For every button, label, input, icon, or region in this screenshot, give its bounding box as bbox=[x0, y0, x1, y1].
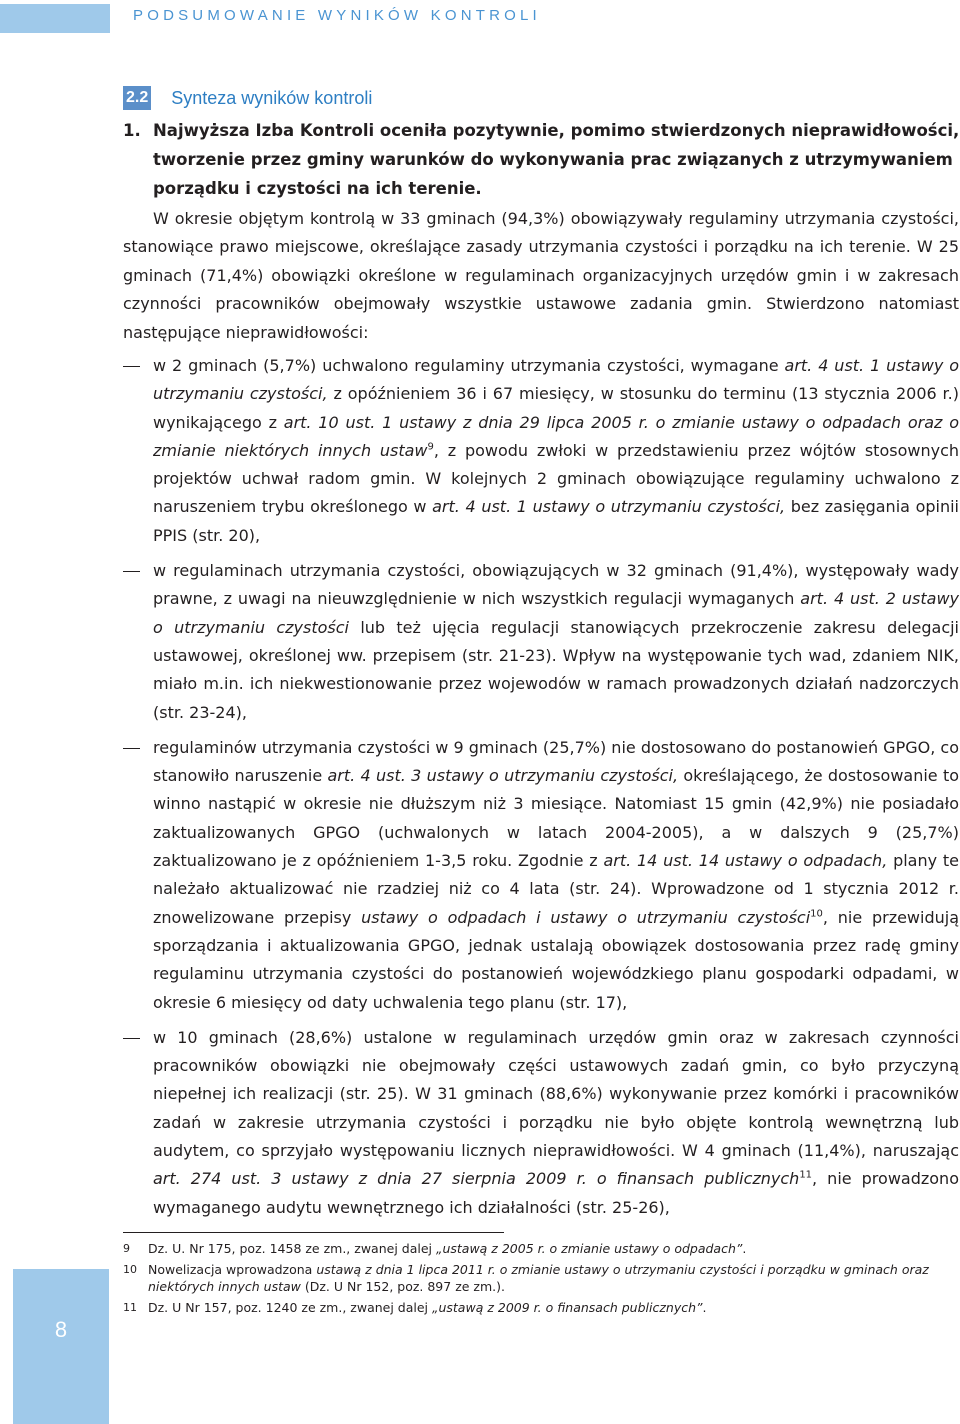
finding-text: Najwyższa Izba Kontroli oceniła pozytywnie, pomimo stwierdzonych nieprawidłowości, tworzenie przez gminy warunków do wykonywania prac związanych z utrzymywaniem porządku i czystości na ich terenie. bbox=[153, 121, 960, 198]
irregularities-list bbox=[123, 352, 959, 1229]
dash-bullet-icon bbox=[123, 366, 140, 367]
page-number: 8 bbox=[54, 1317, 68, 1342]
section-number-badge: 2.2 bbox=[123, 86, 151, 110]
page-number-box bbox=[13, 1269, 109, 1424]
intro-sentence-1: W okresie objętym kontrolą w 33 gminach (94,3%) obowiązywały regulaminy utrzymania czystości, stanowiące prawo miejscowe, określające zasady utrzymania czystości i porządku na ich terenie. bbox=[123, 209, 959, 257]
finding-1 bbox=[123, 116, 960, 203]
footnote-ref-11: 11 bbox=[799, 1169, 813, 1181]
dash-bullet-icon bbox=[123, 571, 140, 572]
footnote-10: 10 Nowelizacja wprowadzona ustawą z dnia 1 lipca 2011 r. o zmianie ustawy o utrzymaniu czystości i porządku w gminach oraz niektórych innych ustaw (Dz. U Nr 152, poz. 897 ze zm.). bbox=[123, 1262, 929, 1294]
footnote-number: 10 bbox=[123, 1263, 137, 1276]
footnote-divider bbox=[123, 1232, 504, 1233]
finding-number: 1. bbox=[123, 121, 141, 140]
list-item: regulaminów utrzymania czystości w 9 gminach (25,7%) nie dostosowano do postanowień GPGO, co stanowiło naruszenie art. 4 ust. 3 ustawy o utrzymaniu czystości, określającego, że dostosowanie to winno nastąpić w okresie nie dłuższym niż 3 miesiące. Natomiast 15 gmin (42,9%) nie posiadało zaktualizowanych GPGO (uchwalonych w latach 2004-2005), a w dalszych 9 (25,7%) zaktualizowano je z opóźnieniem 1-3,5 roku. Zgodnie z art. 14 ust. 14 ustawy o odpadach, plany te należało aktualizować nie rzadziej niż co 4 lata (str. 24). Wprowadzone od 1 stycznia 2012 r. znowelizowane przepisy ustawy o odpadach i ustawy o utrzymaniu czystości$^{10}$, nie przewidują sporządzania i aktualizowania GPGO, jednak ustalają obowiązek dostosowania przez radę gminy regulaminu utrzymania czystości do postanowień wojewódzkiego planu gospodarki odpadami, w okresie 6 miesięcy od daty uchwalenia tego planu (str. 17), bbox=[123, 734, 959, 1017]
list-item: w regulaminach utrzymania czystości, obowiązujących w 32 gminach (91,4%), występowały wady prawne, z uwagi na nieuwzględnienie w nich wszystkich regulacji wymaganych art. 4 ust. 2 ustawy o utrzymaniu czystości lub też ujęcia regulacji stanowiących przekroczenie zakresu delegacji ustawowej, określonej ww. przepisem (str. 21-23). Wpływ na występowanie tych wad, zdaniem NIK, miało m.in. ich niekwestionowanie przez wojewodów w ramach prowadzonych działań nadzorczych (str. 23-24), bbox=[123, 557, 959, 727]
header-color-bar bbox=[0, 4, 110, 33]
footnote-9: 9 Dz. U. Nr 175, poz. 1458 ze zm., zwanej dalej „ustawą z 2005 r. o zmianie ustawy o odpadach”. bbox=[123, 1241, 747, 1256]
footnote-ref-9: 9 bbox=[427, 441, 434, 453]
list-item: w 10 gminach (28,6%) ustalone w regulaminach urzędów gmin oraz w zakresach czynności pracowników obowiązki nie obejmowały części ustawowych zadań gmin, co było przyczyną niepełnej ich realizacji (str. 25). W 31 gminach (88,6%) wykonywanie przez komórki i pracowników zadań w zakresie utrzymania czystości i porządku nie było objęte kontrolą wewnętrzną lub audytem, co sprzyjało występowaniu licznych nieprawidłowości. W 4 gminach (11,4%), naruszając art. 274 ust. 3 ustawy z dnia 27 sierpnia 2009 r. o finansach publicznych$^{11}$, nie prowadzono wymaganego audytu wewnętrznego ich działalności (str. 25-26), bbox=[123, 1024, 959, 1222]
footnotes bbox=[123, 1240, 960, 1320]
footnote-number: 9 bbox=[123, 1242, 130, 1255]
list-item: w 2 gminach (5,7%) uchwalono regulaminy utrzymania czystości, wymagane art. 4 ust. 1 ustawy o utrzymaniu czystości, z opóźnieniem 36 i 67 miesięcy, w stosunku do terminu (13 stycznia 2006 r.) wynikającego z art. 10 ust. 1 ustawy z dnia 29 lipca 2005 r. o zmianie ustawy o odpadach oraz o zmianie niektórych innych ustaw$^9$, z powodu zwłoki w przedstawieniu przez wójtów stosownych projektów uchwał radom gmin. W kolejnych 2 gminach obowiązujące regulaminy uchwalono z naruszeniem trybu określonego w art. 4 ust. 1 ustawy o utrzymaniu czystości, bez zasięgania opinii PPIS (str. 20), bbox=[123, 352, 959, 550]
running-header-title: PODSUMOWANIE WYNIKÓW KONTROLI bbox=[133, 7, 541, 24]
dash-bullet-icon bbox=[123, 1038, 140, 1039]
footnote-11: 11 Dz. U Nr 157, poz. 1240 ze zm., zwanej dalej „ustawą z 2009 r. o finansach publicznych”. bbox=[123, 1300, 707, 1315]
footnote-number: 11 bbox=[123, 1301, 137, 1314]
intro-sentence-2: W 25 gminach (71,4%) obowiązki określone w regulaminach organizacyjnych urzędów gmin i w zakresach czynności pracowników obejmowały wszystkie ustawowe zadania gmin. Stwierdzono natomiast następujące nieprawidłowości: bbox=[123, 237, 959, 342]
section-title: Synteza wyników kontroli bbox=[171, 87, 373, 108]
section-heading bbox=[123, 86, 372, 110]
dash-bullet-icon bbox=[123, 748, 140, 749]
intro-paragraph bbox=[123, 205, 959, 347]
footnote-ref-10: 10 bbox=[810, 908, 823, 920]
